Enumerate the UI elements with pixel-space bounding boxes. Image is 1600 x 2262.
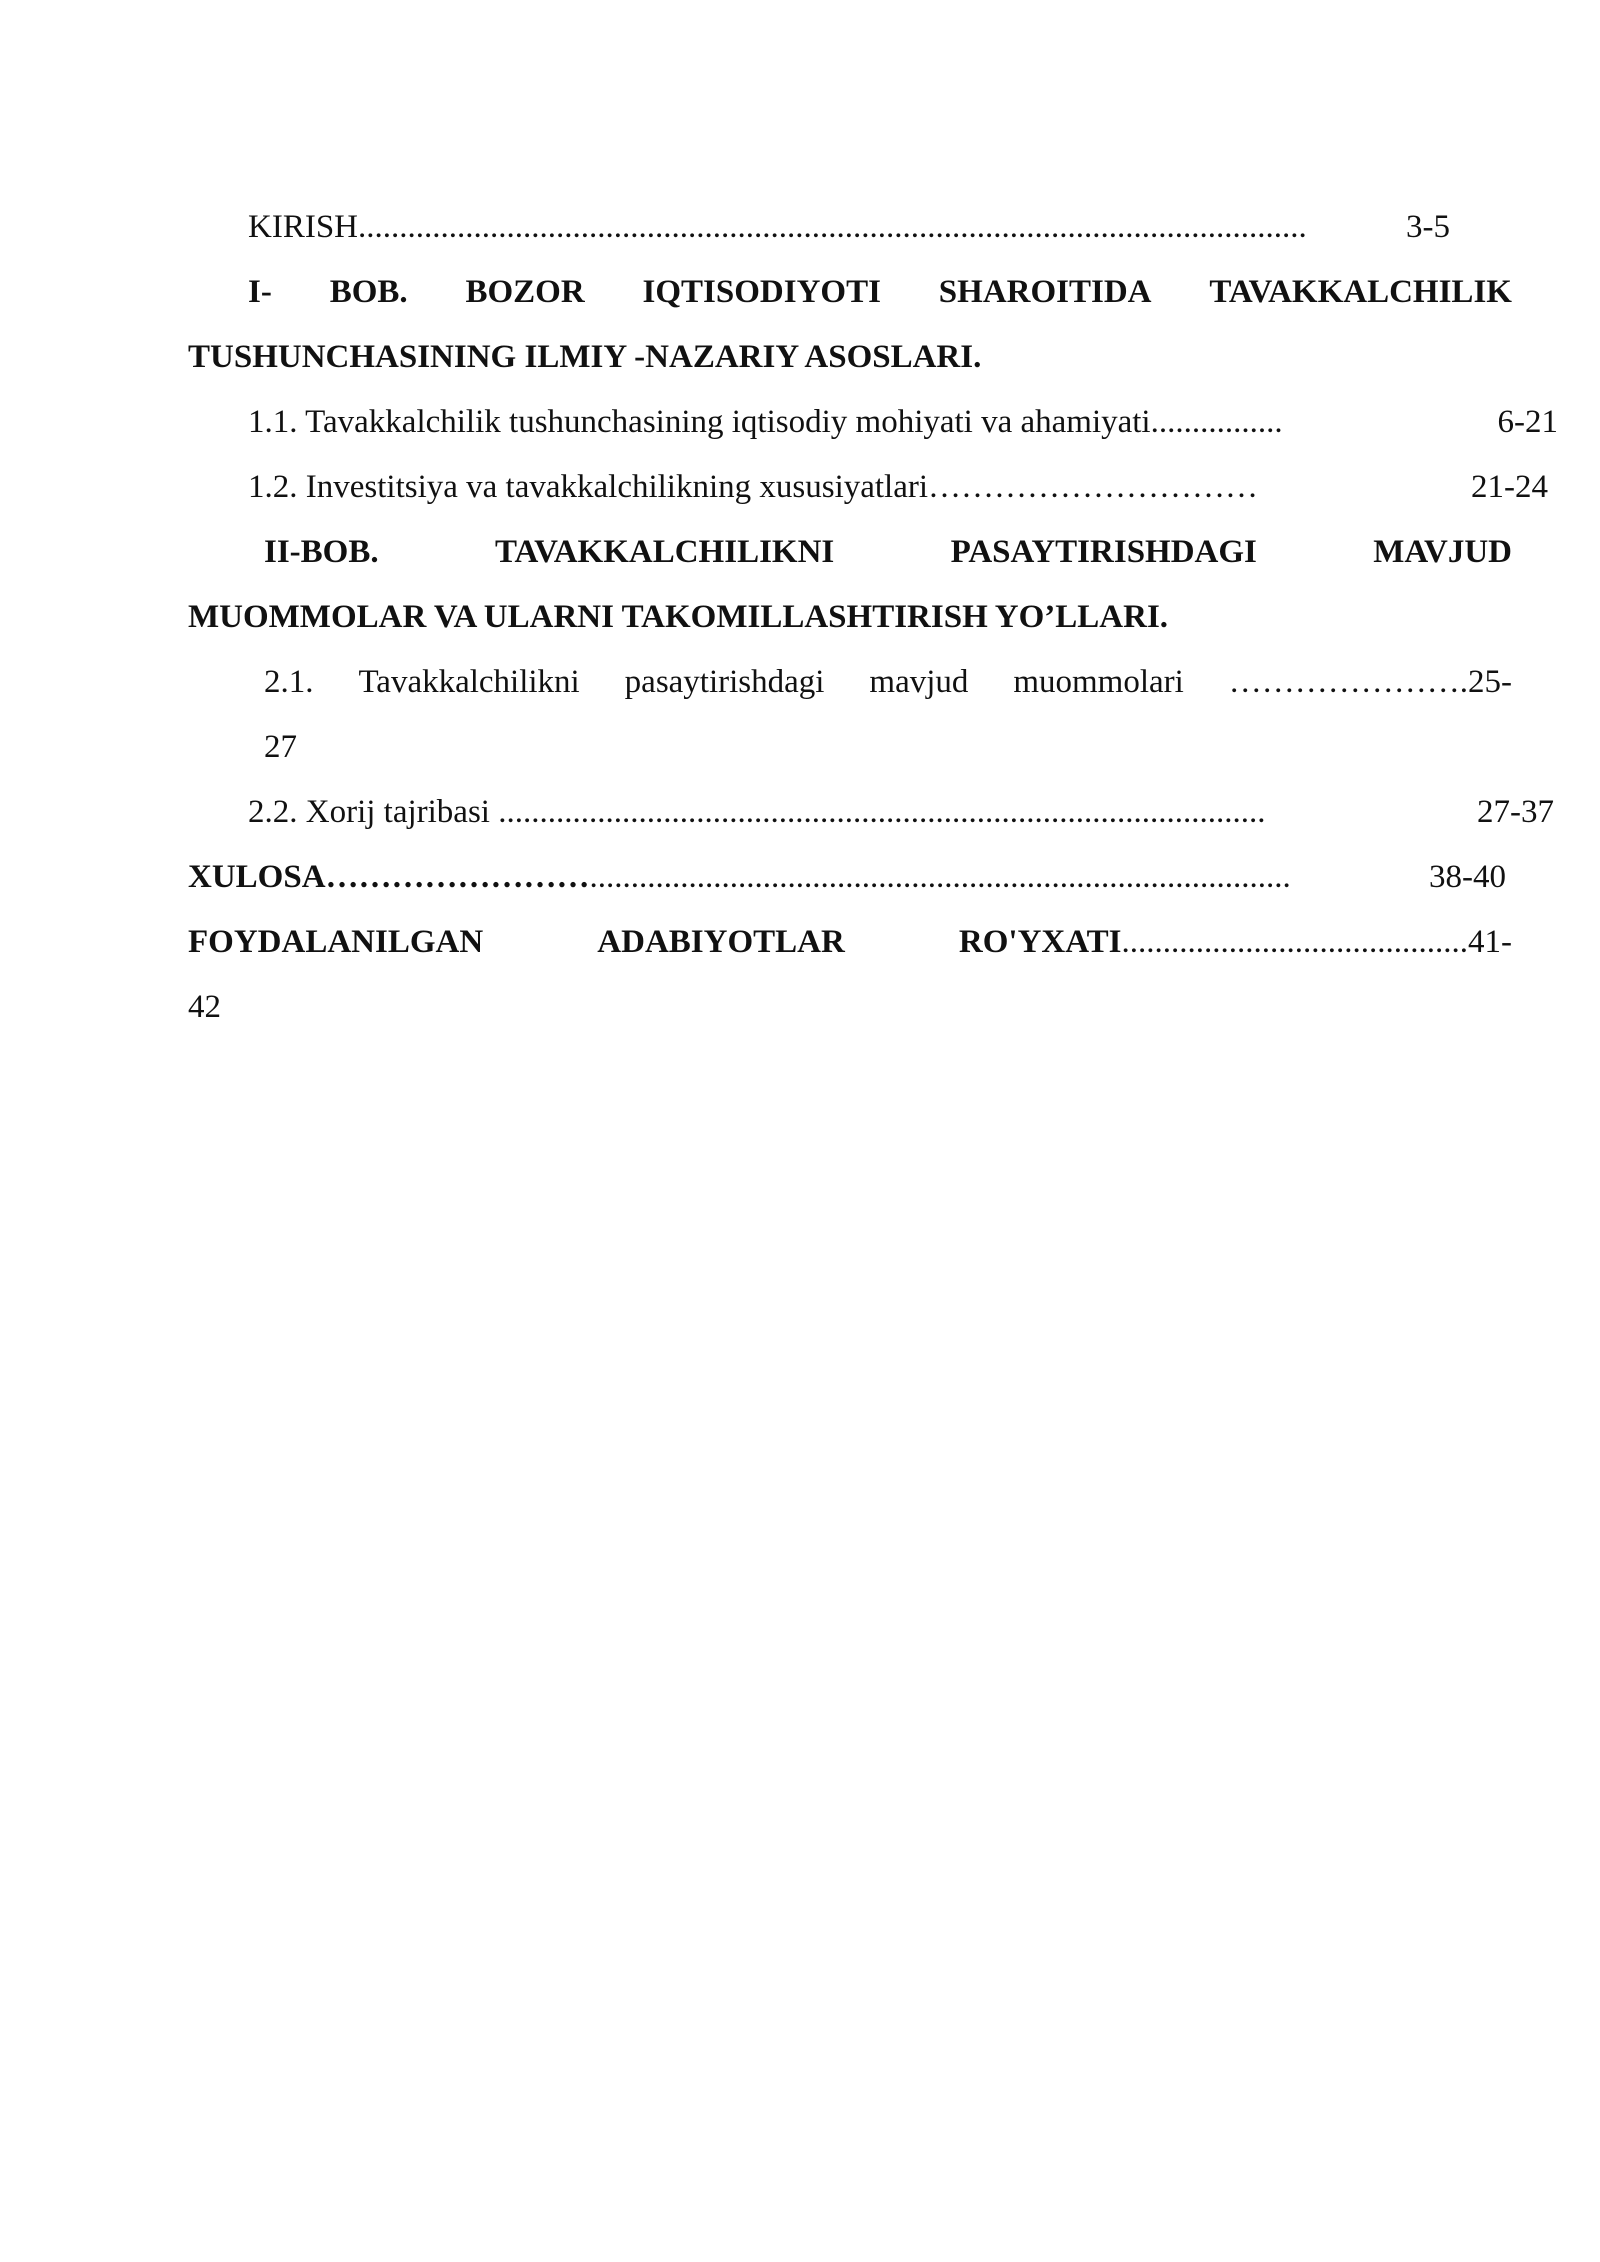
- toc-entry-title: 1.2. Investitsiya va tavakkalchilikning xususiyatlari: [248, 469, 929, 505]
- toc-dots: ...................................................................................................................: [358, 209, 1307, 245]
- toc-page-numbers: 38-40: [1429, 859, 1506, 895]
- toc-dots: .............................................................................................: [498, 794, 1266, 830]
- toc-word: Tavakkalchilikni: [358, 664, 580, 700]
- toc-page-numbers: 21-24: [1471, 469, 1548, 505]
- toc-word: I-: [248, 274, 272, 310]
- toc-word: TAVAKKALCHILIKNI: [495, 534, 835, 570]
- toc-word: mavjud: [869, 664, 969, 700]
- toc-word: TAVAKKALCHILIK: [1209, 274, 1512, 310]
- toc-word: FOYDALANILGAN: [188, 924, 484, 960]
- toc-word: ………………….25-: [1228, 664, 1512, 700]
- toc-dots: …………………………: [928, 469, 1259, 505]
- toc-word: muommolari: [1013, 664, 1184, 700]
- toc-entry-title: KIRISH: [248, 209, 359, 245]
- toc-entry-title: 2.2. Xorij tajribasi: [248, 794, 499, 830]
- toc-chapter-2-line-2: MUOMMOLAR VA ULARNI TAKOMILLASHTIRISH YO’LLARI.: [188, 599, 1169, 635]
- toc-entry-adabiyotlar-line-1: [188, 910, 1512, 975]
- toc-entry-2-1-line-1: [188, 650, 1512, 715]
- toc-word: II-BOB.: [264, 534, 379, 570]
- toc-entry-2-1-line-2: 27: [264, 729, 297, 765]
- toc-word-with-dots: [959, 910, 1512, 975]
- toc-page-numbers: 6-21: [1497, 404, 1558, 440]
- toc-entry-title: 1.1. Tavakkalchilik tushunchasining iqtisodiy mohiyati va ahamiyati: [248, 404, 1151, 440]
- toc-page-numbers: 27-37: [1477, 794, 1554, 830]
- toc-dots: ................: [1150, 404, 1283, 440]
- toc-entry-kirish: [188, 195, 1450, 260]
- toc-word: PASAYTIRISHDAGI: [950, 534, 1257, 570]
- toc-entry-2-2: [188, 780, 1554, 845]
- toc-entry-xulosa: [188, 845, 1506, 910]
- toc-chapter-2-line-1: [188, 520, 1512, 585]
- toc-page-numbers: 41-: [1468, 924, 1512, 960]
- toc-word: pasaytirishdagi: [624, 664, 825, 700]
- toc-word: SHAROITIDA: [938, 274, 1152, 310]
- toc-word: BOZOR: [465, 274, 585, 310]
- toc-word: BOB.: [329, 274, 408, 310]
- toc-word: MAVJUD: [1373, 534, 1512, 570]
- toc-word: IQTISODIYOTI: [642, 274, 881, 310]
- toc-entry-1-2: [188, 455, 1548, 520]
- toc-page-numbers: 3-5: [1406, 209, 1450, 245]
- toc-word: ADABIYOTLAR: [597, 924, 845, 960]
- toc-dots: .....................................................................................: [589, 859, 1291, 895]
- toc-dots: ..........................................: [1121, 924, 1468, 960]
- toc-chapter-1-line-1: [188, 260, 1512, 325]
- toc-entry-1-1: [188, 390, 1558, 455]
- table-of-contents: [188, 195, 1558, 1040]
- toc-chapter-1-line-2: TUSHUNCHASINING ILMIY -NAZARIY ASOSLARI.: [188, 339, 982, 375]
- toc-word: 2.1.: [264, 664, 314, 700]
- toc-entry-adabiyotlar-line-2: 42: [188, 989, 221, 1025]
- toc-word: RO'YXATI: [958, 924, 1122, 960]
- toc-entry-title: XULOSA……………………: [188, 859, 590, 895]
